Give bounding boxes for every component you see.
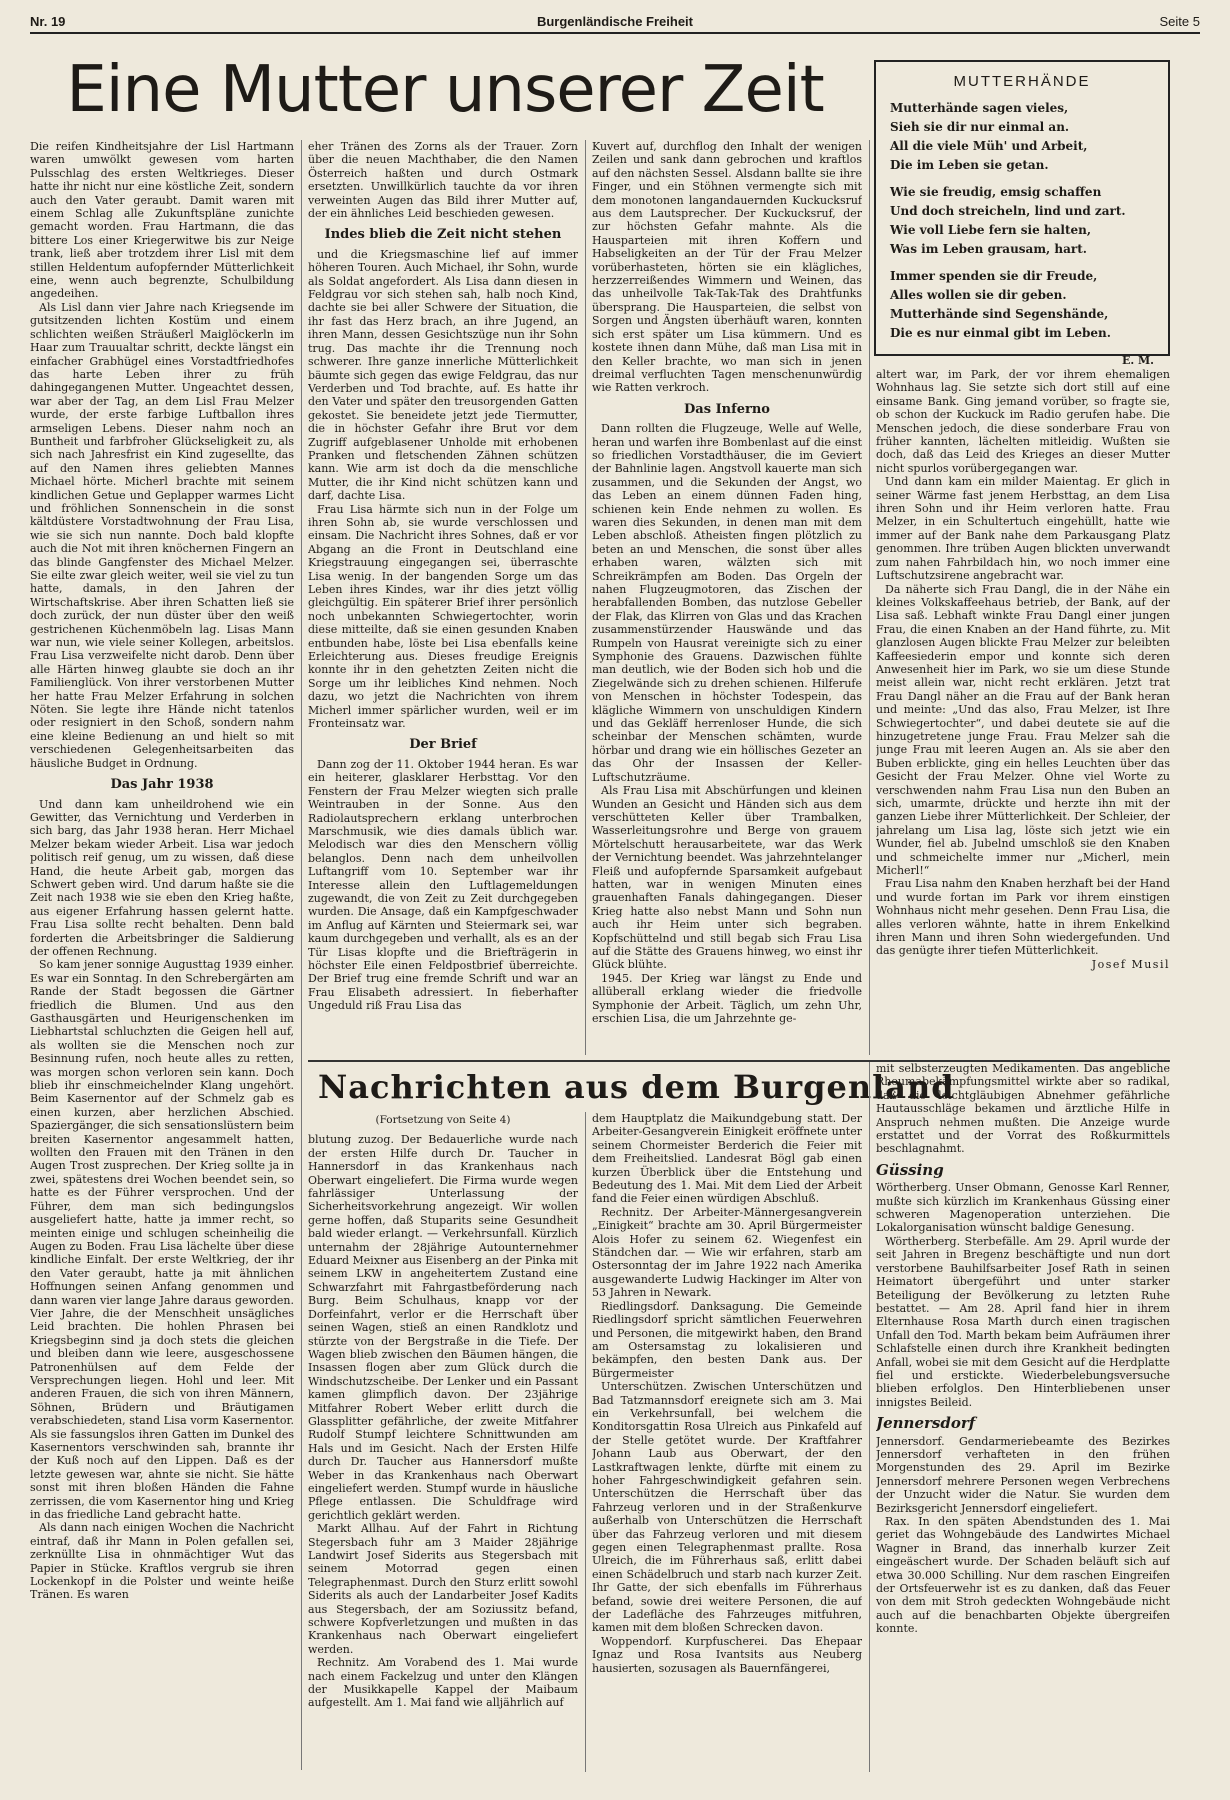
news-column-b bbox=[592, 1112, 862, 1772]
region-heading-guessing: Güssing bbox=[876, 1160, 944, 1179]
poem-line: Sieh sie dir nur einmal an. bbox=[890, 120, 1070, 134]
col3-paragraphs bbox=[592, 140, 862, 395]
subheading-inferno: Das Inferno bbox=[684, 401, 770, 417]
column-rule bbox=[585, 1112, 586, 1772]
news-b-items bbox=[592, 1112, 862, 1675]
paragraph: Wörtherberg. Unser Obmann, Genosse Karl Renner, mußte sich kürzlich im Krankenhaus Güssing einer schweren Magenoperation unterziehen. Die Lokalorganisation wünscht baldige Genesung. bbox=[876, 1181, 1170, 1235]
paragraph: Die reifen Kindheitsjahre der Lisl Hartmann waren umwölkt gewesen vom harten Pulsschlag des ersten Weltkrieges. Dieser hatte ihr nicht nur eine köstliche Zeit, sondern auch den Vater geraubt. Damit waren mit einem Schlag alle Zukunftspläne zunichte gemacht worden. Frau Hartmann, die das bittere Los einer Kriegerwitwe bis zur Neige trank, ließ aber trotzdem ihrer Lisl mit dem stillen Heldentum aufopfernder Mütterlichkeit eine, wenn auch begrenzte, Schulbildung angedeihen. bbox=[30, 140, 294, 301]
article-author: Josef Musil bbox=[1091, 957, 1170, 971]
news-c-items bbox=[876, 1062, 1170, 1156]
poem-author: E. M. bbox=[1121, 354, 1154, 367]
column-rule bbox=[585, 140, 586, 1055]
poem-line: Und doch streicheln, lind und zart. bbox=[890, 204, 1126, 218]
news-column-a bbox=[308, 1112, 578, 1772]
paragraph: Unterschützen. Zwischen Unterschützen und Bad Tatzmannsdorf ereignete sich am 3. Mai ein Verkehrsunfall, bei welchem die Konditorsgattin Rosa Ulreich aus Pinkafeld auf der Stelle getötet wurde. Der Kraftfahrer Johann Laub aus Oberwart, der den Lastkraftwagen lenkte, dürfte mit einem zu hoher Fahrgeschwindigkeit gefahren sein. Unterschützen die Herrschaft über das Fahrzeug verloren und in der Straßenkurve außerhalb von Unterschützen die Herrschaft über das Fahrzeug verloren und mit diesem gegen einen Telegraphenmast prallte. Rosa Ulreich, die im Führerhaus saß, erlitt dabei einen Schädelbruch und starb nach kurzer Zeit. Ihr Gatte, der sich ebenfalls im Führerhaus befand, sowie drei weitere Personen, die auf der Ladefläche des Fahrzeuges mitfuhren, kamen mit dem bloßen Schrecken davon. bbox=[592, 1380, 862, 1635]
poem-stanzas bbox=[890, 99, 1154, 343]
paragraph: Und dann kam unheildrohend wie ein Gewitter, das Vernichtung und Verderben in sich barg, das Jahr 1938 heran. Herr Michael Melzer bekam wieder Arbeit. Lisa war jedoch politisch reif genug, um zu wissen, daß diese Hand, die heute Arbeit gab, morgen das Schwert geben wird. Und darum haßte sie die Zeit nach 1938 wie sie eben den Krieg haßte, aus eigener Erfahrung hassen gelernt hatte. Frau Lisa sollte recht behalten. Denn bald forderten die Arbeitsbringer die Saldierung der offenen Rechnung. bbox=[30, 797, 294, 958]
article-column-2 bbox=[308, 140, 578, 1055]
article-headline: Eine Mutter unserer Zeit bbox=[66, 53, 824, 127]
paragraph: Dann rollten die Flugzeuge, Welle auf Welle, heran und warfen ihre Bombenlast auf die einst so friedlichen Vorstadthäuser, die im Geviert der Bahnlinie lagen. Angstvoll kauerte man sich zusammen, und die Sekunden der Angst, wo das Leben an einem dünnen Faden hing, schienen kein Ende nehmen zu wollen. Es waren dies Sekunden, in denen man mit dem Leben abschloß. Atheisten fingen plötzlich zu beten an und Menschen, die sonst über alles erhaben waren, wälzten sich mit Schreikrämpfen am Boden. Das Orgeln der nahen Flugzeugmotoren, das Zischen der herabfallenden Bomben, das nutzlose Gebeller der Flak, das Klirren von Glas und das Krachen zusammenstürzender Hauswände und das Rumpeln von Hausrat vereinigte sich zu einer Symphonie des Grauens. Dazwischen fühlte man deutlich, wie der Boden sich hob und die Ziegelwände sich zu drehen schienen. Hilferufe von Menschen in höchster Todespein, das klägliche Wimmern von unschuldigen Kindern und das Gekläff herrenloser Hunde, die sich scheinbar der Menschen schämten, wurde hörbar und drang wie ein höllisches Gezeter an das Ohr der Insassen der Keller-Luftschutzräume. bbox=[592, 422, 862, 784]
paragraph: eher Tränen des Zorns als der Trauer. Zorn über die neuen Machthaber, die den Namen Österreich haßten und durch Ostmark ersetzten. Unwillkürlich tauchte da vor ihren verweinten Augen das Bild ihrer Mutter auf, der ein ähnliches Leid beschieden gewesen. bbox=[308, 140, 578, 221]
paragraph: Rax. In den späten Abendstunden des 1. Mai geriet das Wohngebäude des Landwirtes Michael Wagner in Brand, das innerhalb kurzer Zeit eingeäschert wurde. Der Schaden beläuft sich auf etwa 30.000 Schilling. Nur dem raschen Eingreifen der Ortsfeuerwehr ist es zu danken, daß das Feuer von dem mit Stroh gedeckten Wohngebäude nicht auch auf die benachbarten Objekte übergreifen konnte. bbox=[876, 1515, 1170, 1636]
paragraph: Rechnitz. Am Vorabend des 1. Mai wurde nach einem Fackelzug und unter den Klängen der Musikkapelle Kappel der Maibaum aufgestellt. Am 1. Mai fand wie alljährlich auf bbox=[308, 1656, 578, 1710]
subheading-brief: Der Brief bbox=[409, 737, 477, 753]
col4-paragraphs bbox=[876, 368, 1170, 958]
page-number: Seite 5 bbox=[1159, 14, 1200, 29]
poem-line: Die es nur einmal gibt im Leben. bbox=[890, 326, 1111, 340]
paragraph: Da näherte sich Frau Dangl, die in der Nähe ein kleines Volkskaffeehaus betrieb, der Bank, auf der Lisa saß. Lebhaft winkte Frau Dangl einer jungen Frau, die einen Knaben an der Hand führte, zu. Mit glanzlosen Augen blickte Frau Melzer zur beleibten Kaffeesiederin empor und konnte sich deren Anwesenheit hier im Park, wo sie um diese Stunde meist allein war, nicht recht erklären. Jetzt trat Frau Dangl näher an die Frau auf der Bank heran und meinte: „Und das also, Frau Melzer, ist Ihre Schwiegertochter“, und dabei deutete sie auf die hinzugetretene junge Frau. Frau Melzer sah die junge Frau mit leeren Augen an. Als sie aber den Buben erblickte, ging ein helles Leuchten über das Gesicht der Frau Melzer. Ohne viel Worte zu verschwenden nahm Frau Lisa nun den Buben an sich, umarmte, drückte und herzte ihn mit der ganzen Liebe ihrer Mütterlichkeit. Der Schleier, der jahrelang um Lisa lag, löste sich jetzt wie ein Wunder, fiel ab. Jubelnd umschloß sie den Knaben und schmeichelte immer nur „Micherl, mein Micherl!“ bbox=[876, 582, 1170, 878]
col3-paragraphs-b bbox=[592, 422, 862, 1025]
poem-line: Was im Leben grausam, hart. bbox=[890, 242, 1087, 256]
paragraph: Als dann nach einigen Wochen die Nachricht eintraf, daß ihr Mann in Polen gefallen sei, zerknüllte Lisa in ohnmächtiger Wut das Papier in Stücke. Kraftlos vergrub sie ihren Lockenkopf in die Polster und weinte heiße Tränen. Es waren bbox=[30, 1521, 294, 1602]
poem-stanza bbox=[890, 183, 1154, 259]
poem-box bbox=[874, 60, 1170, 367]
poem-line: All die viele Müh' und Arbeit, bbox=[890, 139, 1088, 153]
paragraph: und die Kriegsmaschine lief auf immer höheren Touren. Auch Michael, ihr Sohn, wurde als Soldat angefordert. Als Lisa dann diesen in Feldgrau vor sich stehen sah, halb noch Kind, dachte sie bei aller Schwere der Situation, die ihr fast das Herz brach, an ihre Jugend, an ihren Mann, dessen Gesichtszüge nun ihr Sohn trug. Das machte ihr die Trennung noch schwerer. Ihre ganze innerliche Mütterlichkeit bäumte sich gegen das ewige Feldgrau, das nur Verderben und Tod brachte, auf. Es hatte ihr den Vater und später den treusorgenden Gatten gekostet. Sie beneidete jetzt jede Tiermutter, die in höchster Gefahr ihre Brut vor dem Zugriff aufgeblasener Unholde mit erhobenen Pranken und fletschenden Zähnen schützen kann. Wie arm ist doch da die menschliche Mutter, die ihr Kind nicht schützen kann und darf, dachte Lisa. bbox=[308, 247, 578, 503]
paragraph: dem Hauptplatz die Maikundgebung statt. Der Arbeiter-Gesangverein Einigkeit eröffnete unter seinem Chormeister Berderich die Feier mit dem Freiheitslied. Landesrat Bögl gab einen kurzen Überblick über die Entstehung und Bedeutung des 1. Mai. Mit dem Lied der Arbeit fand die Feier einen würdigen Abschluß. bbox=[592, 1112, 862, 1206]
paragraph: blutung zuzog. Der Bedauerliche wurde nach der ersten Hilfe durch Dr. Taucher in Hannersdorf in das Krankenhaus nach Oberwart eingeliefert. Die Firma wurde wegen fahrlässiger Unterlassung der Sicherheitsvorkehrung angezeigt. Wir wollen gerne hoffen, daß Stuparits seine Gesundheit bald wieder erlangt. — Verkehrsunfall. Kürzlich unternahm der 28jährige Autounternehmer Eduard Meixner aus Eisenberg an der Pinka mit seinem LKW in angeheitertem Zustand eine Schwarzfahrt mit Fahrgastbeförderung nach Burg. Beim Schulhaus, knapp vor der Dorfeinfahrt, verlor er die Herrschaft über seinen Wagen, stieß an einen Randklotz und stürzte von der Bergstraße in die Tiefe. Der Wagen blieb zwischen den Bäumen hängen, die Insassen flogen aber zum Glück durch die Windschutzscheibe. Der Lenker und ein Passant kamen glimpflich davon. Der 23jährige Mitfahrer Robert Weber erlitt durch die Glassplitter gefährliche, der zweite Mitfahrer Rudolf Stumpf leichtere Schnittwunden am Hals und im Gesicht. Nach der Ersten Hilfe durch Dr. Taucher aus Hannersdorf mußte Weber in das Krankenhaus nach Oberwart eingeliefert werden. Stumpf wurde in häusliche Pflege entlassen. Die Schuldfrage wird gerichtlich geklärt werden. bbox=[308, 1133, 578, 1522]
paragraph: Als Frau Lisa mit Abschürfungen und kleinen Wunden an Gesicht und Händen sich aus dem verschütteten Keller über Trambalken, Wasserleitungsrohre und Berge von grauem Mörtelschutt herausarbeitete, war das Werk der Vernichtung beendet. Was jahrzehntelanger Fleiß und aufopfernde Sparsamkeit aufgebaut hatten, war in wenigen Minuten eines grauenhaften Fanals dahingegangen. Dieser Krieg hatte also nebst Mann und Sohn nun auch ihr Heim unter sich begraben. Kopfschüttelnd und still begab sich Frau Lisa auf die Stätte des Grauens hinweg, wo einst ihr Glück blühte. bbox=[592, 784, 862, 972]
col2-paragraphs-c bbox=[308, 758, 578, 1013]
paragraph: altert war, im Park, der vor ihrem ehemaligen Wohnhaus lag. Sie setzte sich dort still auf eine einsame Bank. Ging jemand vorüber, so fragte sie, ob schon der Kuckuck im Radio gerufen habe. Die Menschen jedoch, die diese sonderbare Frau von früher kannten, lächelten mitleidig. Wußten sie doch, daß das Leid des Krieges an dieser Mutter nicht spurlos vorübergegangen war. bbox=[876, 368, 1170, 475]
subheading-jahr-1938: Das Jahr 1938 bbox=[110, 777, 214, 793]
col1-paragraphs bbox=[30, 140, 294, 770]
paragraph: Wörtherberg. Sterbefälle. Am 29. April wurde der seit Jahren in Bregenz beschäftigte und nun dort verstorbene Bauhilfsarbeiter Josef Rath in seinen Heimatort übergeführt und unter starker Beteiligung der Bevölkerung zu letzten Ruhe bestattet. — Am 28. April fand hier in ihrem Elternhause Rosa Marth durch einen tragischen Unfall den Tod. Marth bekam beim Aufräumen ihrer Schlafstelle einen durch ihre Krankheit bedingten Anfall, wobei sie mit dem Gesicht auf die Herdplatte fiel und erstickte. Wiederbelebungsversuche blieben erfolglos. Den Hinterbliebenen unser innigstes Beileid. bbox=[876, 1234, 1170, 1409]
poem-line: Die im Leben sie getan. bbox=[890, 158, 1049, 172]
news-column-c bbox=[876, 1062, 1170, 1772]
paragraph: Dann zog der 11. Oktober 1944 heran. Es war ein heiterer, glasklarer Herbsttag. Vor den Fenstern der Frau Melzer wiegten sich pralle Weintrauben in der Sonne. Aus den Radiolautsprechern erklang unterbrochen Marschmusik, wie dies damals üblich war. Melodisch war dies den Menschern völlig belanglos. Denn nach dem unheilvollen Luftangriff vom 10. September war ihr Interesse allein den Luftlagemeldungen zugewandt, die von Zeit zu Zeit durchgegeben wurden. Die Ansage, daß ein Kampfgeschwader im Anflug auf Kärnten und Steiermark sei, war kaum durchgegeben und verhallt, als es an der Tür Lisas klopfte und die Briefträgerin in höchster Eile einen Feldpostbrief überreichte. Der Brief trug eine fremde Schrift und war an Frau Elisabeth adressiert. In fieberhafter Ungeduld riß Frau Lisa das bbox=[308, 757, 578, 1013]
paragraph: Markt Allhau. Auf der Fahrt in Richtung Stegersbach fuhr am 3 Maider 28jährige Landwirt Josef Siderits aus Stegersbach mit seinem Motorrad gegen einen Telegraphenmast. Durch den Sturz erlitt sowohl Siderits als auch der Landarbeiter Josef Kadits aus Stegersbach, der am Soziussitz befand, schwere Kopfverletzungen und mußten in das Krankenhaus nach Oberwart eingeliefert werden. bbox=[308, 1522, 578, 1656]
poem-line: Mutterhände sind Segenshände, bbox=[890, 307, 1109, 321]
paragraph: So kam jener sonnige Augusttag 1939 einher. Es war ein Sonntag. In den Schrebergärten am Rande der Stadt begossen die Gärtner friedlich die Blumen. Und aus den Gasthausgärten und Heurigenschenken im Liebhartstal schluchzten die Geigen hell auf, als wollten sie die Menschen noch zur Besinnung rufen, noch heute alles zu retten, was morgen schon verloren sein kann. Doch blieb ihr einschmeichelnder Klang ungehört. Beim Kasernentor auf der Schmelz gab es einen kurzen, aber herzlichen Abschied. Spaziergänger, die sich sensationslüstern beim breiten Kasernentor angesammelt hatten, wollten den Frauen mit den Tränen in den Augen Trost zusprechen. Der Krieg sollte ja in zwei, spätestens drei Wochen beendet sein, so hatte es der Führer versprochen. Und der Führer, dem man sich bedingungslos ausgeliefert hatte, hatte ja immer recht, so meinten einige und schlugen scheinheilig die Augen zu Boden. Frau Lisa lächelte über diese kindliche Einfalt. Der erste Weltkrieg, der ihr den Vater geraubt, hatte ja mit ähnlichen Hoffnungen seinen Anfang genommen und dann waren vier lange Jahre daraus geworden. Vier Jahre, die der Menschheit unsägliches Leid brachten. Die hohlen Phrasen bei Kriegsbeginn sind ja doch stets die gleichen und bleiben dann wie leere, ausgeschossene Patronenhülsen auf dem Felde der Versprechungen liegen. Hohl und leer. Mit anderen Frauen, die sich von ihren Männern, Söhnen, Brüdern und Bräutigamen verabschiedeten, stand Lisa vorm Kasernentor. Als sie fassungslos ihren Gatten im Dunkel des Kasernentors verschwinden sah, brannte ihr der Kuß noch auf den Lippen. Daß es der letzte gewesen war, ahnte sie nicht. Sie hätte sonst mit ihren bloßen Händen die Fahne zerrissen, die vom Kasernentor hing und Krieg in das friedliche Land gebracht hatte. bbox=[30, 958, 294, 1522]
col2-paragraphs bbox=[308, 140, 578, 220]
masthead bbox=[30, 12, 1200, 34]
col1-paragraphs-b bbox=[30, 798, 294, 1602]
news-section-title: Nachrichten aus dem Burgenland bbox=[318, 1068, 955, 1106]
poem-line: Wie voll Liebe fern sie halten, bbox=[890, 223, 1092, 237]
paragraph: Frau Lisa nahm den Knaben herzhaft bei der Hand und wurde fortan im Park vor ihrem einstigen Wohnhaus nicht mehr gesehen. Denn Frau Lisa, die alles verloren wähnte, hatte in ihrem Enkelkind ihren Mann und ihren Sohn wiedergefunden. Und das genügte ihrer tiefen Mütterlichkeit. bbox=[876, 877, 1170, 958]
paragraph: mit selbsterzeugten Medikamenten. Das angebliche Rheumabekämpfungsmittel wirkte aber so radikal, daß die leichtgläubigen Abnehmer gefährliche Hautausschläge bekamen und ärztliche Hilfe in Anspruch nehmen mußten. Die Anzeige wurde erstattet und der Vorrat des Roßkurmittels beschlagnahmt. bbox=[876, 1062, 1170, 1156]
paragraph: Woppendorf. Kurpfuscherei. Das Ehepaar Ignaz und Rosa Ivantsits aus Neuberg hausierten, sozusagen als Bauernfängerei, bbox=[592, 1634, 862, 1675]
paragraph: Und dann kam ein milder Maientag. Er glich in seiner Wärme fast jenem Herbsttag, an dem Lisa ihren Sohn und ihr Heim verloren hatte. Frau Melzer, in ein Schultertuch eingehüllt, hatte wie immer auf der Bank nahe dem Parkausgang Platz genommen. Ihre trüben Augen blickten unverwandt zum nahen Fahrbildach hin, wo noch immer eine Luftschutzsirene angebracht war. bbox=[876, 475, 1170, 583]
news-c-items-b bbox=[876, 1181, 1170, 1409]
region-heading-jennersdorf: Jennersdorf bbox=[876, 1414, 976, 1433]
poem-line: Wie sie freudig, emsig schaffen bbox=[890, 185, 1102, 199]
subheading-indes: Indes blieb die Zeit nicht stehen bbox=[324, 227, 562, 243]
poem-stanza bbox=[890, 99, 1154, 175]
news-a-items bbox=[308, 1133, 578, 1709]
paragraph: Als Lisl dann vier Jahre nach Kriegsende im gutsitzenden lichten Kostüm und einem schlichten weißen Sträußerl Maiglöckerln im Haar zum Trauualtar schritt, deckte längst ein einfacher Grabhügel eines Vorstadtfriedhofes das harte Leben ihrer zu früh dahingegangenen Mutter. Ungeachtet dessen, war aber der Tag, an dem Lisl Frau Melzer wurde, der erste farbige Luftballon ihres armseligen Lebens. Dieser nahm noch an Buntheit und farbfroher Glückseligkeit zu, als sich nach Jahresfrist ein Kind zugesellte, das auf den Namen ihres geliebten Mannes Michael hörte. Micherl brachte mit seinem kindlichen Getue und Geplapper warmes Licht und fröhlichen Sonnenschein in die sonst kältdüstere Vorstadtwohnung der Frau Lisa, wie sie sich nun nannte. Doch bald klopfte auch die Not mit ihren knöchernen Fingern an das blinde Gangfenster des Michael Melzer. Sie eilte zwar gleich weiter, weil sie viel zu tun hatte, damals, in den Jahren der Wirtschaftskrise. Aber ihren Schatten ließ sie doch zurück, der nun düster über den weiß gestrichenen Küchenmöbeln lag. Lisas Mann war nun, wie viele seiner Kollegen, arbeitslos. Frau Lisa verzweifelte nicht darob. Denn über alle Härten hinweg glaubte sie doch an ihr Familienglück. Von ihrer verstorbenen Mutter her hatte Frau Melzer Erfahrung in solchen Nöten. Sie legte ihre Hände nicht tatenlos oder resigniert in den Schoß, sondern nahm eine kleine Bedienung an und hielt so mit verschiedenen Gelegenheitsarbeiten das häusliche Budget in Ordnung. bbox=[30, 300, 294, 770]
issue-number: Nr. 19 bbox=[30, 14, 66, 29]
continuation-note: (Fortsetzung von Seite 4) bbox=[375, 1114, 511, 1126]
poem-line: Alles wollen sie dir geben. bbox=[890, 288, 1067, 302]
paragraph: Riedlingsdorf. Danksagung. Die Gemeinde Riedlingsdorf spricht sämtlichen Feuerwehren und Personen, die mitgewirkt haben, den Brand am Ostersamstag zu lokalisieren und bekämpfen, den besten Dank aus. Der Bürgermeister bbox=[592, 1299, 862, 1380]
paragraph: Jennersdorf. Gendarmeriebeamte des Bezirkes Jennersdorf verhafteten in den frühen Morgenstunden des 29. April im Bezirke Jennersdorf mehrere Personen wegen Verbrechens der Unzucht wider die Natur. Sie wurden dem Bezirksgericht Jennersdorf eingeliefert. bbox=[876, 1434, 1170, 1515]
article-column-1 bbox=[30, 140, 294, 1770]
poem-line: Mutterhände sagen vieles, bbox=[890, 101, 1069, 115]
column-rule bbox=[869, 140, 870, 1055]
col2-paragraphs-b bbox=[308, 248, 578, 731]
poem-title: MUTTERHÄNDE bbox=[953, 73, 1091, 90]
poem-line: Immer spenden sie dir Freude, bbox=[890, 269, 1098, 283]
poem-stanza bbox=[890, 267, 1154, 343]
paragraph: 1945. Der Krieg war längst zu Ende und allüberall erklang wieder die friedvolle Symphonie der Arbeit. Täglich, um zehn Uhr, erschien Lisa, die um Jahrzehnte ge- bbox=[592, 971, 862, 1025]
paper-title: Burgenländische Freiheit bbox=[536, 14, 694, 29]
column-rule bbox=[301, 140, 302, 1770]
paragraph: Rechnitz. Der Arbeiter-Männergesangverein „Einigkeit“ brachte am 30. April Bürgermeister Alois Hofer zu seinem 62. Wiegenfest ein Ständchen dar. — Wie wir erfahren, starb am Ostersonntag der im Jahre 1922 nach Amerika ausgewanderte Ludwig Hackinger im Alter von 53 Jahren in Newark. bbox=[592, 1205, 862, 1300]
paragraph: Kuvert auf, durchflog den Inhalt der wenigen Zeilen und sank dann gebrochen und kraftlos auf den nächsten Sessel. Alsdann ballte sie ihre Finger, und ein Stöhnen vermengte sich mit dem monotonen langandauernden Kuckucksruf aus dem Lautsprecher. Der Kuckucksruf, der zur höchsten Gefahr mahnte. Als die Hausparteien mit ihren Koffern und Habseligkeiten an der Tür der Frau Melzer vorüberhasteten, hörten sie ein klägliches, herzzerreißendes Wimmern und Weinen, das das unheilvolle Tak-Tak-Tak des Drahtfunks übersprang. Die Hausparteien, die selbst von Sorgen und Ängsten überhäuft waren, konnten sich erst später um Lisa kümmern. Und es kostete ihnen dann Mühe, daß man Lisa mit in den Keller brachte, wo man sich in jenen dreimal verfluchten Tagen menschenunwürdig wie Ratten verkroch. bbox=[592, 140, 862, 395]
paragraph: Frau Lisa härmte sich nun in der Folge um ihren Sohn ab, sie wurde verschlossen und einsam. Die Nachricht ihres Sohnes, daß er vor Abgang an die Front in Deutschland eine Kriegstrauung eingegangen sei, überraschte Lisa wenig. In der bangenden Sorge um das Leben ihres Kindes, war ihr dies jetzt völlig gleichgültig. Ein späterer Brief ihrer persönlich noch unbekannten Schwiegertochter, worin diese mitteilte, daß sie einen gesunden Knaben entbunden habe, löste bei Lisa ebenfalls keine Erleichterung aus. Dieses freudige Ereignis konnte ihr in den gehetzten Zeiten nicht die Sorge um ihr leibliches Kind nehmen. Noch dazu, wo jetzt die Nachrichten von ihrem Micherl immer spärlicher wurden, weil er im Fronteinsatz war. bbox=[308, 502, 578, 731]
article-column-4 bbox=[876, 368, 1170, 1058]
news-c-items-c bbox=[876, 1435, 1170, 1636]
column-rule bbox=[869, 1062, 870, 1772]
article-column-3 bbox=[592, 140, 862, 1055]
